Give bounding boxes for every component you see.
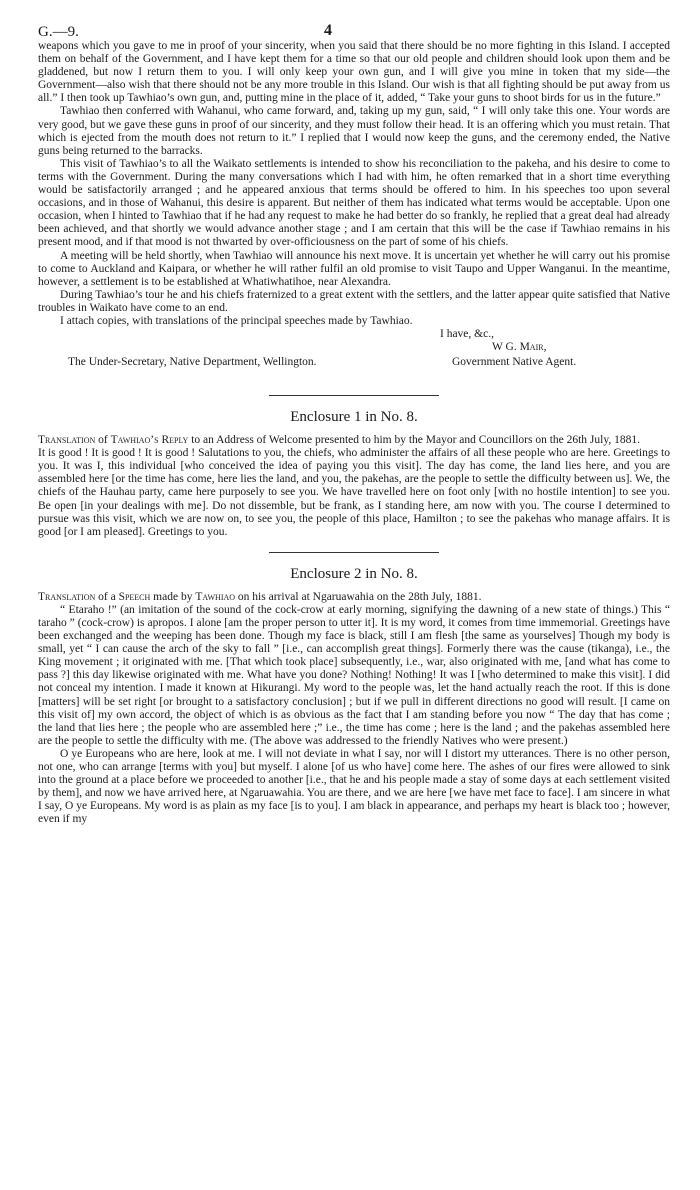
letter-paragraph: During Tawhiao’s tour he and his chiefs fraternized to a great extent with the settlers, and the latter appear quite satisfied that Native troubles in Waikato have come to an end. <box>38 288 670 314</box>
enclosure-2-paragraph: O ye Europeans who are here, look at me. I will not deviate in what I say, nor will I distort my utterances. There is no other person, not one, who can arrange [terms with you] but myself. I alone [of us who have] come here. The ashes of our fires were allowed to sink into the ground at a place before we proceeded to another [i.e., that he and his people made a stay of some days at each settlement visited by them], and now we have arrived here, at Ngaruawahia. You are there, and we are here [we have met face to face]. I am sincere in what I say, O ye Europeans. My word is as plain as my face [is to you]. I am black in appearance, and perhaps my heart is black too ; however, even if my <box>38 747 670 826</box>
closing-phrase: I have, &c., <box>440 328 494 341</box>
letter-paragraph: weapons which you gave to me in proof of your sincerity, when you said that there should be no more fighting in this Island. I accepted them on behalf of the Government, and I have kept them for a time so that our old people and children should look upon them and be gladdened, but now I return them to you. I will only keep your own gun, and I will give you mine in token that my side—the Government—also wish that there should not be any more trouble in this Island. Our wish is that all fighting should be put away from us all.” I then took up Tawhiao’s own gun, and, putting mine in the place of it, added, “ Take your guns to shoot birds for us in the future.” <box>38 40 670 105</box>
letter-paragraph: A meeting will be held shortly, when Tawhiao will announce his next move. It is uncertain yet whether he will carry out his promise to come to Auckland and Kaipara, or whether he will rather fulfil an old promise to visit Taupo and Upper Wanganui. In the meantime, however, a settlement is to be established at Whatiwhatihoe, near Alexandra. <box>38 249 670 288</box>
page-number: 4 <box>324 22 332 39</box>
enclosure-2-title: Translation of a Speech made by Tawhiao on his arrival at Ngaruawahia on the 28th July, 1881. <box>38 590 482 603</box>
document-page <box>38 0 670 827</box>
enclosure-1-title: Translation of Tawhiao’s Reply to an Address of Welcome presented to him by the Mayor and Councillors on the 26th July, 1881. <box>38 434 640 447</box>
section-divider <box>269 552 439 553</box>
document-reference: G.—9. <box>38 24 79 40</box>
enclosure-2-heading: Enclosure 2 in No. 8. <box>290 565 418 582</box>
page-header <box>38 0 670 40</box>
enclosure-1-heading: Enclosure 1 in No. 8. <box>290 409 418 426</box>
section-divider <box>269 395 439 396</box>
enclosure-2-paragraph: “ Etaraho !” (an imitation of the sound of the cock-crow at early morning, signifying the dawning of a new state of things.) This “ taraho ” (cock-crow) is apropos. I alone [am the proper person to utter it]. It is my word, it comes from time immemorial. Greetings have been exchanged and the weeping has been done. Though my face is black, still I am flesh [the same as yourselves] Though my body is small, yet “ I can cause the arch of the sky to fall ” [i.e., can accomplish great things]. Formerly there was the cause (tikanga), i.e., the King movement ; it originated with me. [That which took place] subsequently, i.e., war, also originated with me, [and what has come to pass ?] this day likewise originated with me. What have you done? Nothing! Nothing! It was I [who determined to make this visit]. I did not conceal my intention. I made it known at Hikurangi. My word to the people was, let the hand actually reach the root. If this is done [matters] will be set right [or brought to a satisfactory conclusion] ; but if we pull in different directions no good will result. [I came on this visit of] my own accord, the object of which is as obvious as the fact that I am standing before you now “ The day that has come ; the land that lies here ; the people who are assembled here ;” i.e., the time has come ; here is the land ; and the pakehas assembled here are the people to settle the difficulty with me. (The above was addressed to the friendly Natives who were present.) <box>38 603 670 747</box>
addressee: The Under-Secretary, Native Department, Wellington. <box>68 356 317 369</box>
letter-paragraph: I attach copies, with translations of the principal speeches made by Tawhiao. <box>60 314 413 327</box>
enclosure-1-body: It is good ! It is good ! It is good ! Salutations to you, the chiefs, who administer the affairs of all these people who are here. Greetings to you. It was I, this individual [who conceived the idea of paying you this visit]. The day has come, the land lies here, and you are assembled here [or the time has come, here lies the land, and you, the pakehas, are the people to settle the difficulty between us]. We, the chiefs of the Hauhau party, came here purposely to see you. We have travelled here on foot only [with no hostile intention] to see you. Be open [in your dealings with me]. Do not dissemble, but be frank, as I standing here, am now with you. The course I determined to pursue was this visit, which we are now on, to see you, the people of this place, Hamilton ; to see the pakehas who manage affairs. It is good [or I am pleased]. Greetings to you. <box>38 447 670 538</box>
letter-paragraph: This visit of Tawhiao’s to all the Waikato settlements is intended to show his reconciliation to the pakeha, and his desire to come to terms with the Government. During the many conversations which I had with him, he often remarked that in a short time everything would be satisfactorily arranged ; and he appeared anxious that terms should be offered to him. In his speeches too upon several occasions, and in those of Wahanui, this desire is apparent. But neither of them has indicated what terms would be acceptable. Upon one occasion, when I hinted to Tawhiao that if he had any request to make he had better do so frankly, he replied that a great deal had already been achieved, and that shortly we would advance another stage ; and I am certain that this will be the case if Tawhiao remains in his present mood, and if that mood is not thwarted by over-officiousness on the part of some of his chiefs. <box>38 157 670 249</box>
signature: W G. Mair, <box>492 341 547 354</box>
letter-paragraph: Tawhiao then conferred with Wahanui, who came forward, and, taking up my gun, said, “ I will only take this one. Your words are very good, but we gave these guns in proof of our sincerity, and they must follow their head. It is an offering which you must retain. That which is ejected from the mouth does not return to it.” I replied that I would now keep the guns, and the ceremony ended, the Native guns being returned to the barracks. <box>38 105 670 157</box>
letter-body <box>38 40 670 328</box>
signature-title: Government Native Agent. <box>452 356 577 369</box>
letter-closing <box>38 328 670 382</box>
